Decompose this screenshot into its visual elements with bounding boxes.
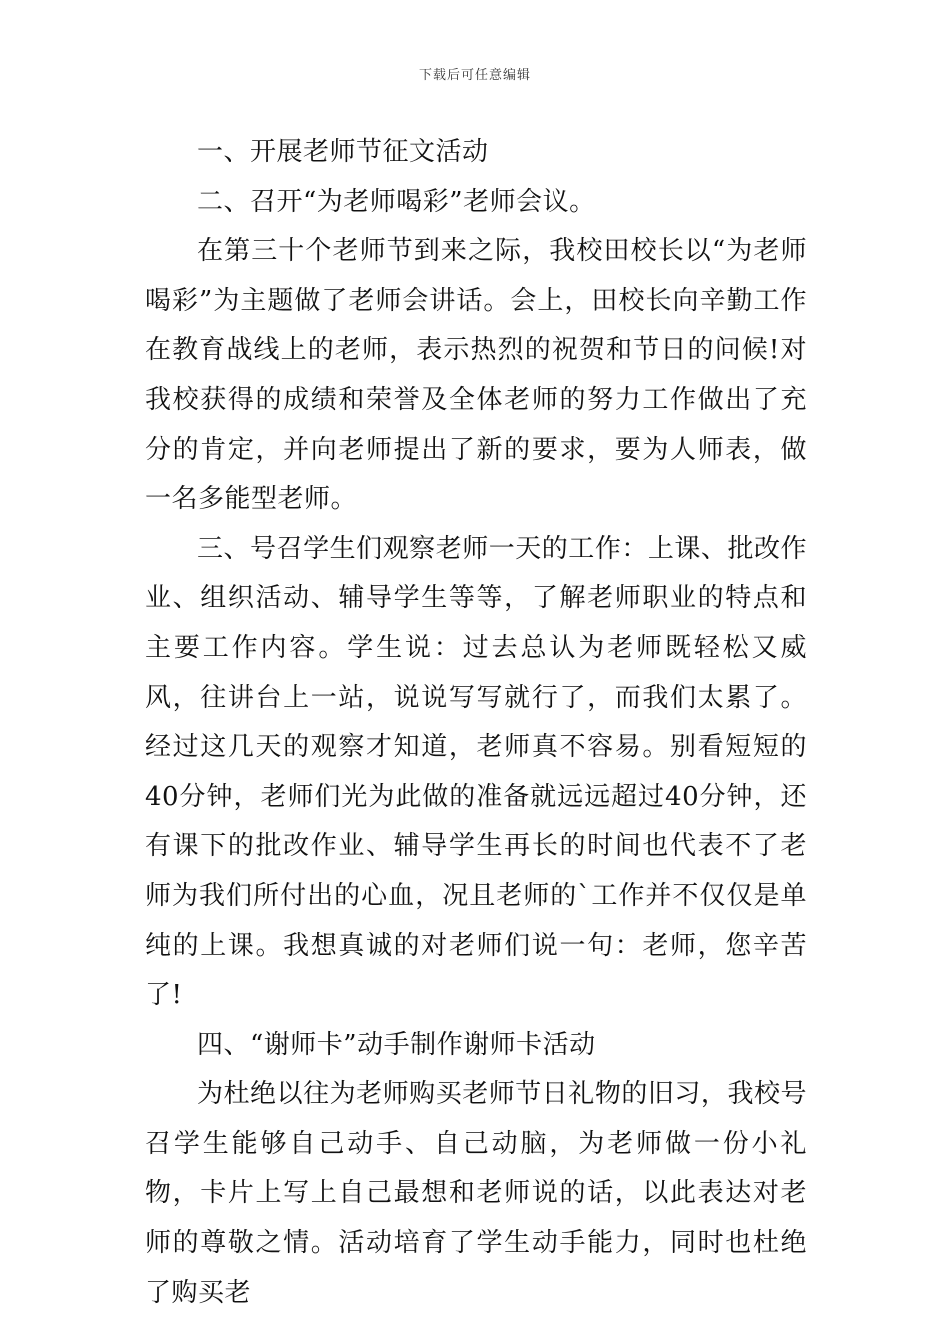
section-heading-2: 二、召开“为老师喝彩”老师会议。 xyxy=(197,186,596,217)
body-paragraph-observation: 三、号召学生们观察老师一天的工作：上课、批改作业、组织活动、辅导学生等等，了解老师职业的特点和主要工作内容。学生说：过去总认为老师既轻松又威风，往讲台上一站，说说写写就行了，而我们太累了。经过这几天的观察才知道，老师真不容易。别看短短的40分钟，老师们光为此做的准备就远远超过40分钟，还有课下的批改作业、辅导学生再长的时间也代表不了老师为我们所付出的心血，况且老师的`工作并不仅仅是单纯的上课。我想真诚的对老师们说一句：老师，您辛苦了! xyxy=(145,533,807,1011)
body-paragraph-card: 为杜绝以往为老师购买老师节日礼物的旧习，我校号召学生能够自己动手、自己动脑，为老师做一份小礼物，卡片上写上自己最想和老师说的话，以此表达对老师的尊敬之情。活动培育了学生动手能力，同时也杜绝了购买老 xyxy=(145,1079,807,1308)
section-heading-4: 四、“谢师卡”动手制作谢师卡活动 xyxy=(197,1029,596,1060)
body-paragraph-meeting: 在第三十个老师节到来之际，我校田校长以“为老师喝彩”为主题做了老师会讲话。会上，田校长向辛勤工作在教育战线上的老师，表示热烈的祝贺和节日的问候!对我校获得的成绩和荣誉及全体老师的努力工作做出了充分的肯定，并向老师提出了新的要求，要为人师表，做一名多能型老师。 xyxy=(145,236,807,515)
header-note: 下载后可任意编辑 xyxy=(418,68,531,83)
document-body xyxy=(145,128,807,1318)
section-heading-1: 一、开展老师节征文活动 xyxy=(197,137,489,167)
